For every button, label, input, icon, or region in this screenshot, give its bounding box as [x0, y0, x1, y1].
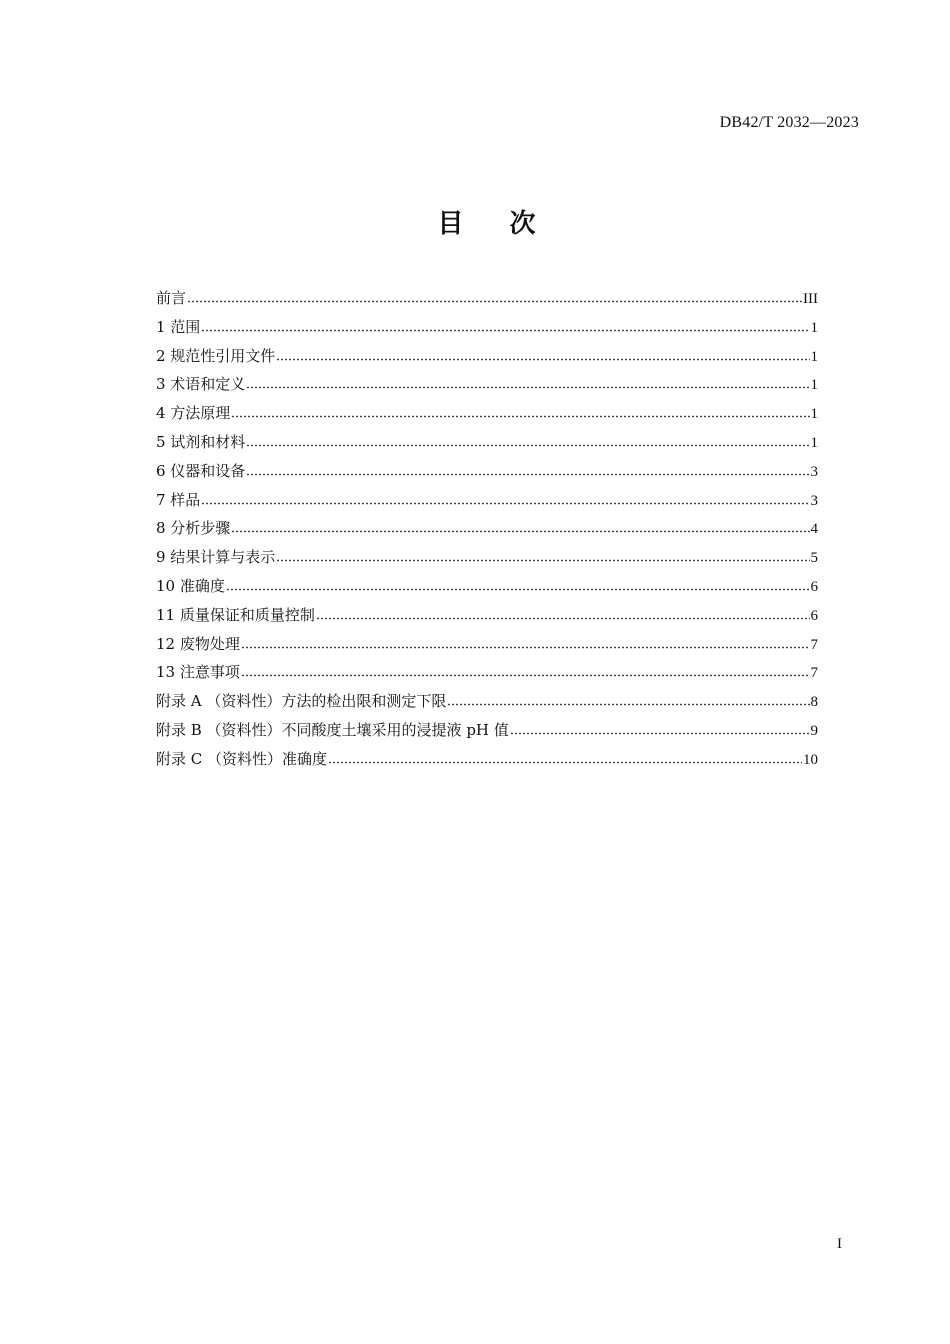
dot-leader: [328, 750, 802, 764]
dot-leader: [276, 548, 809, 562]
toc-entry-label: 13 注意事项: [156, 663, 240, 682]
toc-entry-label: 4 方法原理: [156, 404, 231, 423]
toc-entry-appendix-b[interactable]: [156, 720, 818, 749]
toc-entry-scope[interactable]: [156, 317, 818, 346]
toc-entry-label: 7 样品: [156, 490, 201, 509]
toc-entry-page: 10: [803, 751, 818, 768]
toc-entry-page: 5: [810, 550, 818, 567]
toc-entry-label: 5 试剂和材料: [156, 432, 246, 451]
toc-entry-page: 1: [810, 434, 818, 451]
dot-leader: [276, 347, 809, 361]
toc-entry-label: 前言: [156, 289, 187, 307]
dot-leader: [246, 462, 809, 476]
toc-entry-label: 1 范围: [156, 317, 201, 336]
toc-entry-label: 10 准确度: [156, 576, 225, 595]
toc-entry-reagents-materials[interactable]: [156, 432, 818, 461]
toc-title-char-2: 次: [509, 209, 538, 239]
toc-entry-page: 7: [810, 636, 818, 653]
toc-entry-page: 1: [810, 377, 818, 394]
toc-entry-page: 6: [810, 607, 818, 624]
toc-entry-precautions[interactable]: [156, 662, 818, 691]
toc-title-char-1: 目: [437, 209, 466, 239]
toc-entry-normative-references[interactable]: [156, 346, 818, 375]
dot-leader: [246, 375, 809, 389]
dot-leader: [246, 433, 809, 447]
page-number: I: [837, 1236, 842, 1252]
toc-entry-label: 3 术语和定义: [156, 375, 246, 394]
toc-entry-label: 附录 B （资料性）不同酸度土壤采用的浸提液 pH 值: [156, 720, 509, 739]
toc-entry-waste-disposal[interactable]: [156, 634, 818, 663]
toc-entry-page: 4: [810, 521, 818, 538]
dot-leader: [316, 606, 810, 620]
toc-entry-page: 7: [810, 665, 818, 682]
toc-entry-samples[interactable]: [156, 490, 818, 519]
toc-entry-appendix-a[interactable]: [156, 691, 818, 720]
toc-entry-page: 1: [810, 319, 818, 336]
toc-entry-instruments-equipment[interactable]: [156, 461, 818, 490]
toc-entry-label: 2 规范性引用文件: [156, 346, 276, 365]
toc-entry-method-principle[interactable]: [156, 403, 818, 432]
toc-list: [156, 288, 818, 778]
toc-entry-analysis-steps[interactable]: [156, 518, 818, 547]
dot-leader: [510, 721, 810, 735]
toc-entry-page: 1: [810, 406, 818, 423]
toc-title: [0, 203, 950, 240]
toc-entry-terms-definitions[interactable]: [156, 374, 818, 403]
toc-entry-page: 9: [810, 722, 818, 739]
dot-leader: [201, 491, 809, 505]
toc-entry-label: 6 仪器和设备: [156, 461, 246, 480]
toc-entry-accuracy[interactable]: [156, 576, 818, 605]
toc-entry-page: 3: [810, 463, 818, 480]
toc-entry-calculation-expression[interactable]: [156, 547, 818, 576]
dot-leader: [226, 577, 810, 591]
toc-entry-page: 1: [810, 348, 818, 365]
toc-entry-page: 8: [810, 694, 818, 711]
dot-leader: [241, 635, 810, 649]
toc-entry-label: 附录 A （资料性）方法的检出限和测定下限: [156, 692, 447, 711]
toc-entry-page: 3: [810, 492, 818, 509]
toc-entry-quality-assurance[interactable]: [156, 605, 818, 634]
toc-entry-label: 8 分析步骤: [156, 519, 231, 538]
standard-number: DB42/T 2032—2023: [719, 114, 859, 131]
dot-leader: [231, 519, 809, 533]
dot-leader: [447, 692, 809, 706]
toc-entry-label: 附录 C （资料性）准确度: [156, 749, 328, 768]
dot-leader: [201, 318, 809, 332]
dot-leader: [187, 289, 802, 303]
toc-entry-label: 9 结果计算与表示: [156, 548, 276, 567]
toc-entry-label: 11 质量保证和质量控制: [156, 605, 315, 624]
toc-entry-page: 6: [810, 578, 818, 595]
dot-leader: [231, 404, 809, 418]
toc-entry-label: 12 废物处理: [156, 634, 240, 653]
toc-entry-page: III: [803, 291, 818, 307]
toc-entry-foreword[interactable]: [156, 288, 818, 317]
toc-entry-appendix-c[interactable]: [156, 749, 818, 778]
dot-leader: [241, 663, 810, 677]
